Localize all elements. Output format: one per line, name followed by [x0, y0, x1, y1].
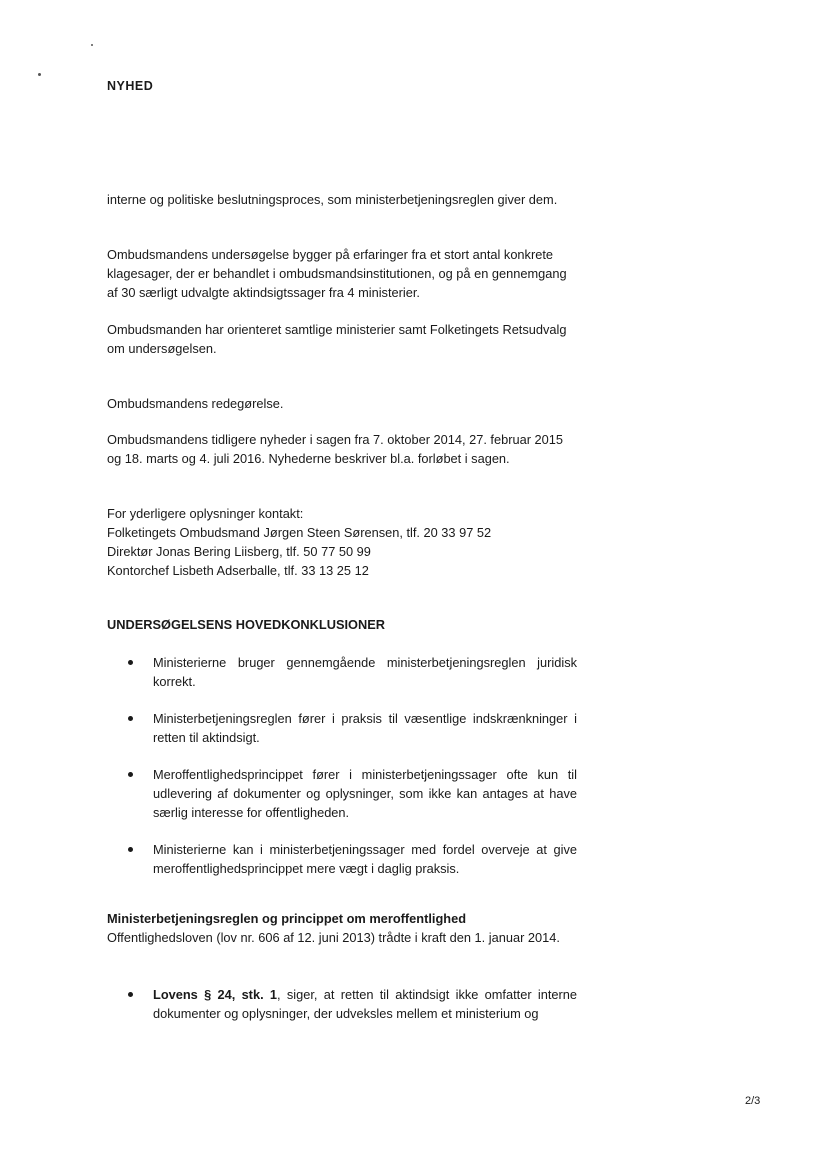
list-item [107, 985, 577, 1023]
bullet-icon [128, 992, 133, 997]
section-heading: Ministerbetjeningsreglen og princippet om meroffentlighed [107, 911, 467, 926]
conclusions-heading: UNDERSØGELSENS HOVEDKONKLUSIONER [107, 617, 386, 632]
bullet-icon [128, 716, 133, 721]
paragraph-earlier-news: Ombudsmandens tidligere nyheder i sagen fra 7. oktober 2014, 27. februar 2015 og 18. marts og 4. juli 2016. Nyhederne beskriver bl.a. forløbet i sagen. [107, 432, 564, 466]
contact-block [107, 504, 577, 580]
list-item [107, 840, 577, 878]
list-item [107, 709, 577, 747]
paragraph-orientation: Ombudsmanden har orienteret samtlige ministerier samt Folketingets Retsudvalg om undersøgelsen. [107, 322, 567, 356]
bullet-icon [128, 847, 133, 852]
list-item-text: Ministerbetjeningsreglen fører i praksis til væsentlige indskrænkninger i retten til aktindsigt. [153, 711, 577, 745]
scan-speck [91, 44, 93, 46]
list-item-text: Ministerierne kan i ministerbetjeningssager med fordel overveje at give meroffentlighedsprincippet mere vægt i daglig praksis. [153, 842, 577, 876]
paragraph-basis: Ombudsmandens undersøgelse bygger på erfaringer fra et stort antal konkrete klagesager, der er behandlet i ombudsmandsinstitutionen, og på en gennemgang af 30 særligt udvalgte aktindsigtssager fra 4 ministerier. [107, 247, 567, 300]
page-number: 2/3 [745, 1095, 761, 1107]
contact-line: Direktør Jonas Bering Liisberg, tlf. 50 77 50 99 [107, 544, 371, 559]
law-reference: Lovens § 24, stk. 1 [153, 987, 278, 1002]
report-link[interactable]: Ombudsmandens redegørelse. [107, 396, 284, 411]
paragraph-law: Offentlighedsloven (lov nr. 606 af 12. juni 2013) trådte i kraft den 1. januar 2014. [107, 930, 560, 945]
scan-speck [38, 73, 41, 76]
contact-line: Kontorchef Lisbeth Adserballe, tlf. 33 13 25 12 [107, 563, 369, 578]
bullet-icon [128, 772, 133, 777]
list-item [107, 653, 577, 691]
bullet-icon [128, 660, 133, 665]
news-label: NYHED [107, 79, 154, 93]
list-item [107, 765, 577, 822]
paragraph-intro: interne og politiske beslutningsproces, som ministerbetjeningsreglen giver dem. [107, 192, 558, 207]
contact-line: Folketingets Ombudsmand Jørgen Steen Sørensen, tlf. 20 33 97 52 [107, 525, 492, 540]
law-list [107, 985, 577, 1023]
list-item-text: Ministerierne bruger gennemgående ministerbetjeningsreglen juridisk korrekt. [153, 655, 577, 689]
conclusions-list [107, 653, 577, 878]
list-item-text: , siger, at retten til aktindsigt ikke omfatter interne dokumenter og oplysninger, der udveksles mellem et ministerium og [153, 987, 577, 1021]
contact-intro: For yderligere oplysninger kontakt: [107, 506, 304, 521]
list-item-text: Meroffentlighedsprincippet fører i ministerbetjeningssager ofte kun til udlevering af dokumenter og oplysninger, som ikke kan antages at have særlig interesse for offentligheden. [153, 767, 577, 820]
